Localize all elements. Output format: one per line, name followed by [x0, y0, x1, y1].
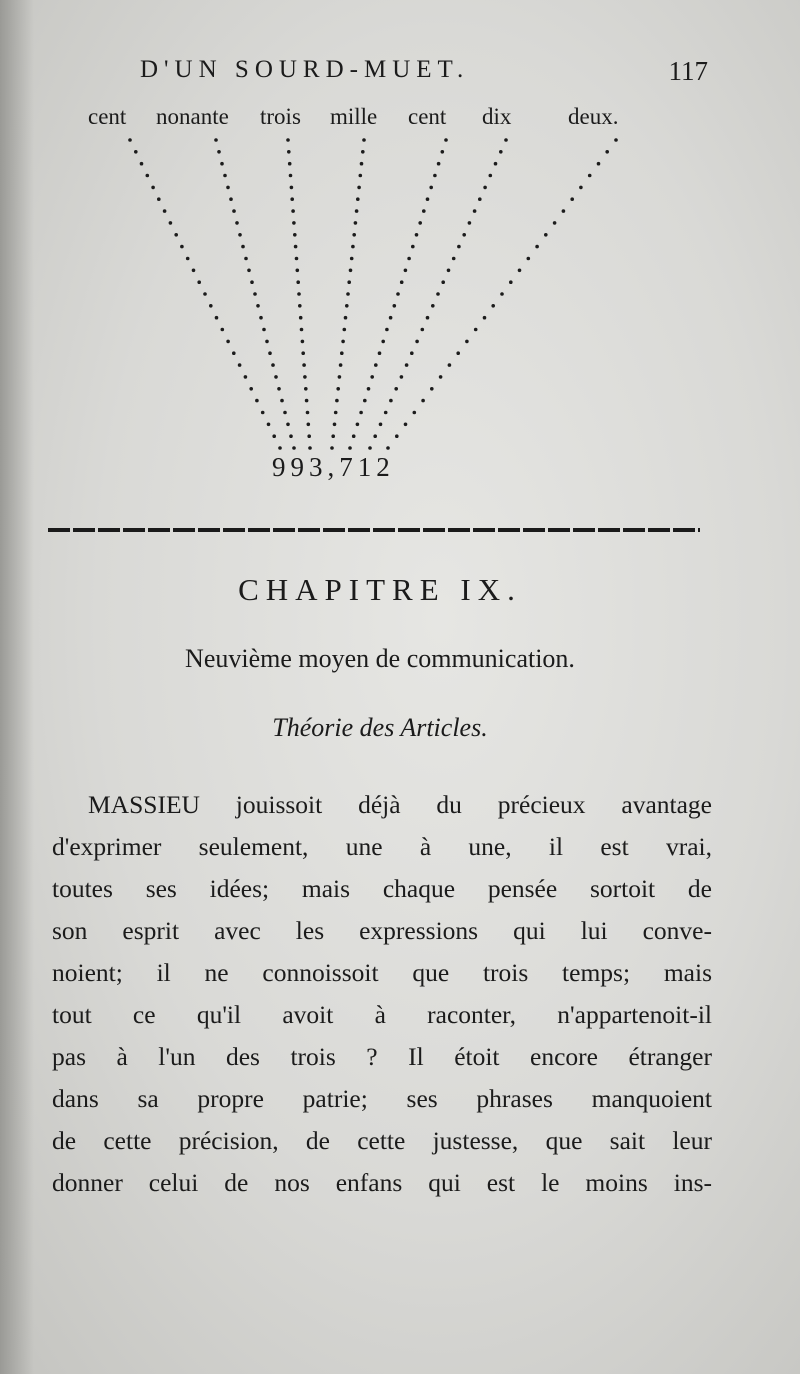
diagram-dot — [163, 209, 167, 213]
diagram-dot — [330, 446, 334, 450]
text-line: MASSIEU jouissoit déjà du précieux avantage — [88, 790, 712, 819]
text-line: toutes ses idées; mais chaque pensée sortoit de — [52, 874, 712, 903]
diagram-dot — [274, 375, 278, 379]
diagram-dot — [352, 434, 356, 438]
diagram-dot — [197, 280, 201, 284]
diagram-dot — [294, 245, 298, 249]
diagram-dot — [255, 399, 259, 403]
diagram-dot — [280, 399, 284, 403]
diagram-dot — [238, 233, 242, 237]
diagram-dot — [307, 423, 311, 427]
diagram-dot — [226, 340, 230, 344]
diagram-dot — [235, 221, 239, 225]
text-line: noient; il ne connoissoit que trois temps; mais — [52, 958, 712, 987]
diagram-dot — [241, 245, 245, 249]
diagram-dot — [429, 186, 433, 190]
diagram-dot — [128, 138, 132, 142]
diagram-dot — [605, 150, 609, 154]
diagram-dot — [192, 269, 196, 273]
diagram-dot — [439, 375, 443, 379]
diagram-dot — [331, 434, 335, 438]
diagram-dot — [186, 257, 190, 261]
diagram-dot — [180, 245, 184, 249]
diagram-dot — [393, 304, 397, 308]
diagram-dot — [338, 375, 342, 379]
diagram-dot — [250, 280, 254, 284]
diagram-dot — [344, 316, 348, 320]
diagram-dot — [346, 292, 350, 296]
diagram-dot — [259, 316, 263, 320]
diagram-dot — [290, 186, 294, 190]
diagram-dot — [157, 197, 161, 201]
diagram-dot — [421, 328, 425, 332]
diagram-dot — [278, 446, 282, 450]
diagram-dot — [386, 446, 390, 450]
diagram-dot — [226, 186, 230, 190]
text-line: son esprit avec les expressions qui lui conve- — [52, 916, 712, 945]
diagram-dot — [350, 257, 354, 261]
diagram-dot — [340, 351, 344, 355]
diagram-dot — [203, 292, 207, 296]
diagram-dot — [436, 292, 440, 296]
diagram-dot — [146, 174, 150, 178]
number-word: mille — [330, 104, 378, 129]
diagram-dot — [134, 150, 138, 154]
diagram-dot — [253, 292, 257, 296]
running-head — [140, 56, 708, 96]
diagram-dot — [232, 209, 236, 213]
diagram-dot — [447, 269, 451, 273]
diagram-dot — [465, 340, 469, 344]
diagram-dot — [293, 233, 297, 237]
diagram-dot — [265, 340, 269, 344]
diagram-dot — [509, 280, 513, 284]
diagram-dot — [384, 411, 388, 415]
diagram-dot — [354, 221, 358, 225]
number-digits: 993,712 — [272, 452, 395, 482]
diagram-dot — [287, 150, 291, 154]
diagram-dot — [169, 221, 173, 225]
diagram-dot — [413, 411, 417, 415]
diagram-dot — [268, 351, 272, 355]
diagram-dot — [483, 186, 487, 190]
diagram-dot — [220, 162, 224, 166]
diagram-dot — [411, 245, 415, 249]
diagram-dot — [527, 257, 531, 261]
diagram-dot — [296, 269, 300, 273]
diagram-dot — [378, 351, 382, 355]
diagram-dot — [368, 446, 372, 450]
diagram-dot — [404, 423, 408, 427]
diagram-dot — [389, 316, 393, 320]
diagram-dot — [415, 340, 419, 344]
diagram-dot — [151, 186, 155, 190]
diagram-dot — [396, 292, 400, 296]
diagram-dot — [249, 387, 253, 391]
diagram-dot — [504, 138, 508, 142]
diagram-dot — [286, 138, 290, 142]
diagram-dot — [389, 399, 393, 403]
diagram-dot — [348, 446, 352, 450]
diagram-dot — [394, 387, 398, 391]
diagram-dot — [448, 363, 452, 367]
diagram-dot — [444, 138, 448, 142]
diagram-dot — [431, 304, 435, 308]
number-word: trois — [260, 104, 301, 129]
diagram-dot — [544, 233, 548, 237]
number-word: nonante — [156, 104, 229, 129]
diagram-dot — [341, 340, 345, 344]
diagram-dot — [289, 434, 293, 438]
diagram-dot — [468, 221, 472, 225]
diagram-dot — [437, 162, 441, 166]
diagram-dot — [363, 399, 367, 403]
diagram-dot — [361, 150, 365, 154]
number-word: dix — [482, 104, 512, 129]
diagram-dot — [299, 316, 303, 320]
diagram-dot — [302, 363, 306, 367]
diagram-dot — [614, 138, 618, 142]
diagram-dot — [433, 174, 437, 178]
diagram-dot — [215, 316, 219, 320]
diagram-dot — [441, 280, 445, 284]
diagram-dot — [359, 174, 363, 178]
diagram-dot — [379, 423, 383, 427]
diagram-dot — [415, 233, 419, 237]
diagram-dot — [462, 233, 466, 237]
diagram-dot — [381, 340, 385, 344]
diagram-dot — [261, 411, 265, 415]
page-number: 117 — [668, 56, 708, 86]
diagram-dot — [223, 174, 227, 178]
section-rule — [48, 520, 700, 530]
diagram-dot — [499, 150, 503, 154]
diagram-dot — [277, 387, 281, 391]
diagram-dot — [570, 197, 574, 201]
text-line: dans sa propre patrie; ses phrases manquoient — [52, 1084, 712, 1113]
diagram-dot — [426, 316, 430, 320]
diagram-dot — [374, 363, 378, 367]
diagram-dot — [535, 245, 539, 249]
diagram-dot — [267, 423, 271, 427]
diagram-dot — [221, 328, 225, 332]
diagram-dot — [473, 209, 477, 213]
number-word: cent — [408, 104, 447, 129]
diagram-dot — [385, 328, 389, 332]
diagram-dot — [334, 411, 338, 415]
diagram-dot — [395, 434, 399, 438]
section-title: Théorie des Articles. — [272, 713, 488, 742]
diagram-dot — [256, 304, 260, 308]
diagram-dot — [335, 399, 339, 403]
diagram-dot — [407, 257, 411, 261]
diagram-dot — [140, 162, 144, 166]
diagram-dot — [518, 269, 522, 273]
diagram-dot — [404, 269, 408, 273]
number-word: cent — [88, 104, 127, 129]
diagram-dot — [418, 221, 422, 225]
diagram-dot — [232, 351, 236, 355]
diagram-dot — [426, 197, 430, 201]
text-line: tout ce qu'il avoit à raconter, n'appartenoit-il — [52, 1000, 712, 1029]
diagram-dot — [373, 434, 377, 438]
diagram-dot — [298, 304, 302, 308]
diagram-dot — [297, 292, 301, 296]
diagram-dot — [360, 162, 364, 166]
diagram-dot — [262, 328, 266, 332]
diagram-dot — [272, 434, 276, 438]
text-line: pas à l'un des trois ? Il étoit encore étranger — [52, 1042, 712, 1071]
diagram-dot — [238, 363, 242, 367]
diagram-dot — [410, 351, 414, 355]
number-word: deux. — [568, 104, 619, 129]
dot-diagram — [88, 130, 648, 460]
diagram-dot — [333, 423, 337, 427]
diagram-dot — [579, 186, 583, 190]
running-title: D'UN SOURD-MUET. — [140, 56, 470, 83]
diagram-dot — [356, 197, 360, 201]
diagram-dot — [301, 340, 305, 344]
diagram-dot — [290, 197, 294, 201]
diagram-dot — [494, 162, 498, 166]
diagram-dot — [478, 197, 482, 201]
diagram-dot — [229, 197, 233, 201]
body-text — [52, 784, 712, 1204]
text-line: donner celui de nos enfans qui est le moins ins- — [52, 1168, 712, 1197]
diagram-dot — [400, 280, 404, 284]
diagram-dot — [271, 363, 275, 367]
diagram-dot — [306, 411, 310, 415]
chapter-title: CHAPITRE IX. — [238, 572, 522, 607]
diagram-dot — [452, 257, 456, 261]
diagram-dot — [405, 363, 409, 367]
diagram-dot — [562, 209, 566, 213]
diagram-dot — [292, 221, 296, 225]
dot-diagram-svg — [88, 130, 648, 460]
diagram-dot — [301, 351, 305, 355]
text-line: de cette précision, de cette justesse, que sait leur — [52, 1126, 712, 1155]
diagram-dot — [217, 150, 221, 154]
diagram-dot — [491, 304, 495, 308]
diagram-dot — [283, 411, 287, 415]
diagram-dot — [597, 162, 601, 166]
diagram-dot — [356, 423, 360, 427]
diagram-dot — [296, 280, 300, 284]
diagram-dot — [367, 387, 371, 391]
diagram-dot — [289, 174, 293, 178]
diagram-dot — [292, 446, 296, 450]
diagram-dot — [244, 257, 248, 261]
diagram-dot — [352, 233, 356, 237]
diagram-dot — [303, 375, 307, 379]
diagram-dot — [295, 257, 299, 261]
chapter-subtitle: Neuvième moyen de communication. — [185, 644, 575, 673]
diagram-dot — [456, 351, 460, 355]
diagram-dot — [500, 292, 504, 296]
diagram-dot — [174, 233, 178, 237]
diagram-dot — [339, 363, 343, 367]
diagram-dot — [288, 162, 292, 166]
diagram-dot — [588, 174, 592, 178]
diagram-dot — [359, 411, 363, 415]
diagram-dot — [247, 269, 251, 273]
diagram-dot — [300, 328, 304, 332]
diagram-dot — [489, 174, 493, 178]
diagram-dot — [336, 387, 340, 391]
diagram-dot — [430, 387, 434, 391]
diagram-dot — [291, 209, 295, 213]
diagram-dot — [457, 245, 461, 249]
diagram-dot — [422, 209, 426, 213]
diagram-dot — [345, 304, 349, 308]
diagram-dot — [349, 269, 353, 273]
diagram-dot — [483, 316, 487, 320]
diagram-dot — [209, 304, 213, 308]
diagram-dot — [474, 328, 478, 332]
diagram-dot — [441, 150, 445, 154]
diagram-dot — [308, 446, 312, 450]
diagram-dot — [347, 280, 351, 284]
diagram-dot — [400, 375, 404, 379]
diagram-dot — [214, 138, 218, 142]
diagram-dot — [351, 245, 355, 249]
diagram-dot — [343, 328, 347, 332]
diagram-dot — [421, 399, 425, 403]
diagram-dot — [307, 434, 311, 438]
diagram-dot — [553, 221, 557, 225]
diagram-dot — [304, 387, 308, 391]
diagram-dot — [244, 375, 248, 379]
text-line: d'exprimer seulement, une à une, il est vrai, — [52, 832, 712, 861]
diagram-dot — [370, 375, 374, 379]
diagram-dot — [305, 399, 309, 403]
diagram-dot — [355, 209, 359, 213]
diagram-dot — [357, 186, 361, 190]
diagram-dot — [362, 138, 366, 142]
diagram-dot — [286, 423, 290, 427]
